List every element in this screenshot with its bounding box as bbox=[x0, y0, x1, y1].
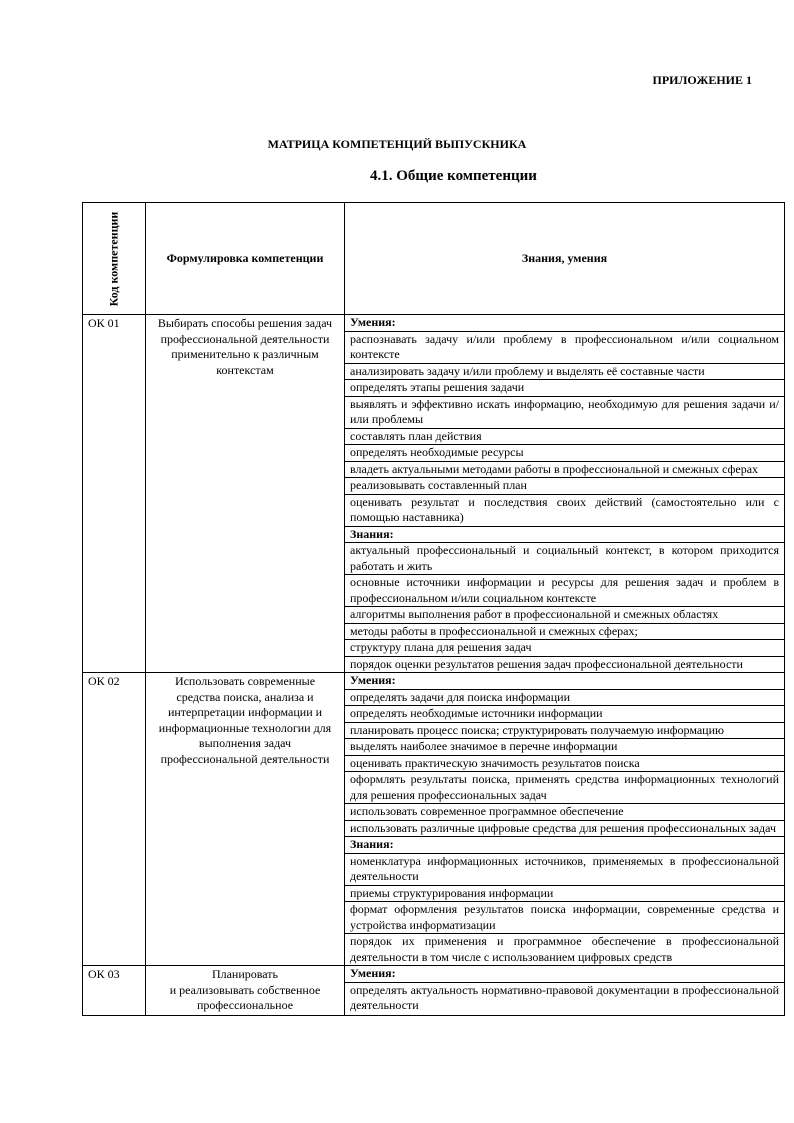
competency-formulation: Планировать и реализовывать собственное профессиональное bbox=[146, 966, 345, 1016]
section-title: 4.1. Общие компетенции bbox=[370, 168, 537, 184]
header-code: Код компетенции bbox=[83, 203, 146, 315]
list-item: приемы структурирования информации bbox=[345, 885, 785, 902]
list-item: определять этапы решения задачи bbox=[345, 380, 785, 397]
list-item: структуру плана для решения задач bbox=[345, 640, 785, 657]
list-item: составлять план действия bbox=[345, 428, 785, 445]
list-item: определять необходимые ресурсы bbox=[345, 445, 785, 462]
list-item: определять необходимые источники информации bbox=[345, 706, 785, 723]
competency-formulation: Выбирать способы решения задач профессиональной деятельности применительно к различным контекстам bbox=[146, 315, 345, 673]
competency-code: ОК 03 bbox=[83, 966, 146, 1016]
list-item: порядок их применения и программное обеспечение в профессиональной деятельности в том числе с использованием цифровых средств bbox=[345, 934, 785, 966]
list-item: определять актуальность нормативно-правовой документации в профессиональной деятельности bbox=[345, 982, 785, 1015]
appendix-label: ПРИЛОЖЕНИЕ 1 bbox=[652, 73, 752, 87]
list-item: формат оформления результатов поиска информации, современные средства и устройства информатизации bbox=[345, 902, 785, 934]
section-label: Умения: bbox=[345, 315, 785, 332]
section-label: Умения: bbox=[345, 673, 785, 690]
list-item: анализировать задачу и/или проблему и выделять её составные части bbox=[345, 363, 785, 380]
header-knowledge-skills: Знания, умения bbox=[345, 203, 785, 315]
list-item: планировать процесс поиска; структурировать получаемую информацию bbox=[345, 722, 785, 739]
list-item: оформлять результаты поиска, применять средства информационных технологий для решения профессиональных задач bbox=[345, 772, 785, 804]
header-formulation: Формулировка компетенции bbox=[146, 203, 345, 315]
section-label: Знания: bbox=[345, 526, 785, 543]
list-item: методы работы в профессиональной и смежных сферах; bbox=[345, 623, 785, 640]
table-row bbox=[83, 315, 785, 332]
list-item: использовать различные цифровые средства для решения профессиональных задач bbox=[345, 820, 785, 837]
list-item: распознавать задачу и/или проблему в профессиональном и/или социальном контексте bbox=[345, 331, 785, 363]
table-row bbox=[83, 673, 785, 690]
table-row bbox=[83, 966, 785, 983]
list-item: алгоритмы выполнения работ в профессиональной и смежных областях bbox=[345, 607, 785, 624]
list-item: владеть актуальными методами работы в профессиональной и смежных сферах bbox=[345, 461, 785, 478]
section-label: Умения: bbox=[345, 966, 785, 983]
competency-code: ОК 01 bbox=[83, 315, 146, 673]
table-header-row bbox=[83, 203, 785, 315]
list-item: порядок оценки результатов решения задач профессиональной деятельности bbox=[345, 656, 785, 673]
competency-formulation: Использовать современные средства поиска, анализа и интерпретации информации и информационные технологии для выполнения задач профессиональной деятельности bbox=[146, 673, 345, 966]
competency-matrix-table bbox=[82, 202, 785, 1016]
competency-code: ОК 02 bbox=[83, 673, 146, 966]
list-item: актуальный профессиональный и социальный контекст, в котором приходится работать и жить bbox=[345, 543, 785, 575]
document-title: МАТРИЦА КОМПЕТЕНЦИЙ ВЫПУСКНИКА bbox=[267, 137, 527, 151]
list-item: определять задачи для поиска информации bbox=[345, 689, 785, 706]
list-item: выделять наиболее значимое в перечне информации bbox=[345, 739, 785, 756]
list-item: использовать современное программное обеспечение bbox=[345, 804, 785, 821]
list-item: оценивать практическую значимость результатов поиска bbox=[345, 755, 785, 772]
list-item: основные источники информации и ресурсы для решения задач и проблем в профессиональном и/или социальном контексте bbox=[345, 575, 785, 607]
list-item: номенклатура информационных источников, применяемых в профессиональной деятельности bbox=[345, 853, 785, 885]
list-item: выявлять и эффективно искать информацию, необходимую для решения задачи и/или проблемы bbox=[345, 396, 785, 428]
section-label: Знания: bbox=[345, 837, 785, 854]
list-item: реализовывать составленный план bbox=[345, 478, 785, 495]
list-item: оценивать результат и последствия своих действий (самостоятельно или с помощью наставника) bbox=[345, 494, 785, 526]
